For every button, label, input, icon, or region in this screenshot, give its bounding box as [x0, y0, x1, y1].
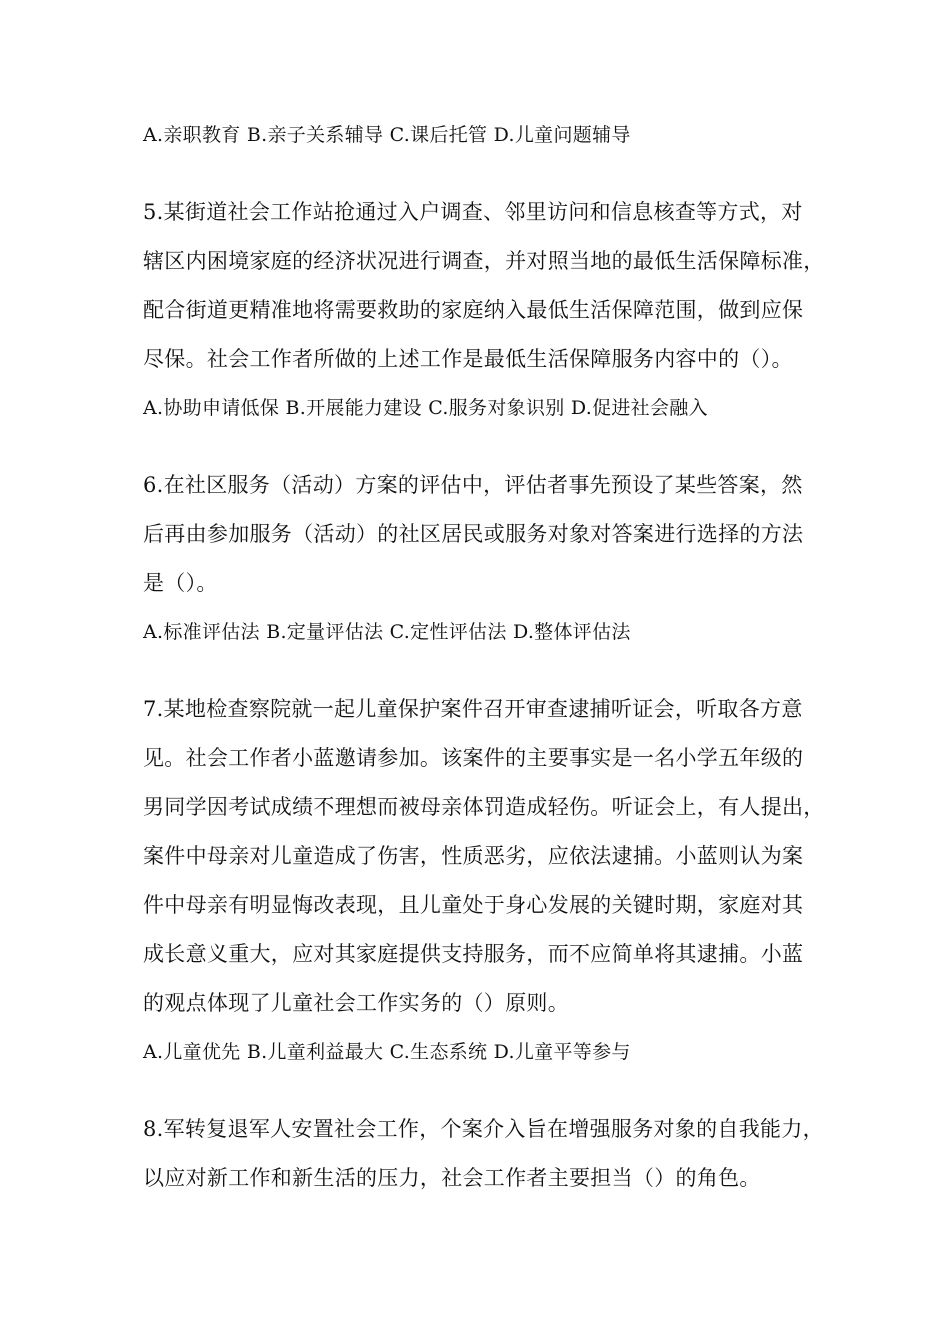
q5-line-2: 辖区内困境家庭的经济状况进行调查，并对照当地的最低生活保障标准， — [143, 249, 825, 273]
q6-line-2: 后再由参加服务（活动）的社区居民或服务对象对答案进行选择的方法 — [143, 522, 804, 546]
q5-line-1: 5.某街道社会工作站抢通过入户调查、邻里访问和信息核查等方式，对 — [143, 200, 803, 224]
q6-line-3: 是（）。 — [143, 571, 218, 595]
q8-line-2: 以应对新工作和新生活的压力，社会工作者主要担当（）的角色。 — [143, 1166, 761, 1190]
q5-line-4: 尽保。社会工作者所做的上述工作是最低生活保障服务内容中的（）。 — [143, 347, 793, 371]
q7-line-1: 7.某地检查察院就一起儿童保护案件召开审查逮捕听证会，听取各方意 — [143, 697, 803, 721]
q6-options: A.标准评估法 B.定量评估法 C.定性评估法 D.整体评估法 — [143, 621, 631, 643]
q7-line-5: 件中母亲有明显悔改表现，且儿童处于身心发展的关键时期，家庭对其 — [143, 893, 804, 917]
q7-line-7: 的观点体现了儿童社会工作实务的（）原则。 — [143, 991, 569, 1015]
q6-line-1: 6.在社区服务（活动）方案的评估中，评估者事先预设了某些答案，然 — [143, 473, 803, 497]
q7-line-4: 案件中母亲对儿童造成了伤害，性质恶劣，应依法逮捕。小蓝则认为案 — [143, 844, 804, 868]
q7-options: A.儿童优先 B.儿童利益最大 C.生态系统 D.儿童平等参与 — [143, 1041, 631, 1063]
q4-options: A.亲职教育 B.亲子关系辅导 C.课后托管 D.儿童问题辅导 — [143, 124, 631, 146]
q8-line-1: 8.军转复退军人安置社会工作，个案介入旨在增强服务对象的自我能力， — [143, 1117, 824, 1141]
q7-line-3: 男同学因考试成绩不理想而被母亲体罚造成轻伤。听证会上，有人提出， — [143, 795, 825, 819]
q5-options: A.协助申请低保 B.开展能力建设 C.服务对象识别 D.促进社会融入 — [143, 397, 708, 419]
q5-line-3: 配合街道更精准地将需要救助的家庭纳入最低生活保障范围，做到应保 — [143, 298, 804, 322]
q7-line-2: 见。社会工作者小蓝邀请参加。该案件的主要事实是一名小学五年级的 — [143, 746, 804, 770]
q7-line-6: 成长意义重大，应对其家庭提供支持服务，而不应简单将其逮捕。小蓝 — [143, 942, 804, 966]
